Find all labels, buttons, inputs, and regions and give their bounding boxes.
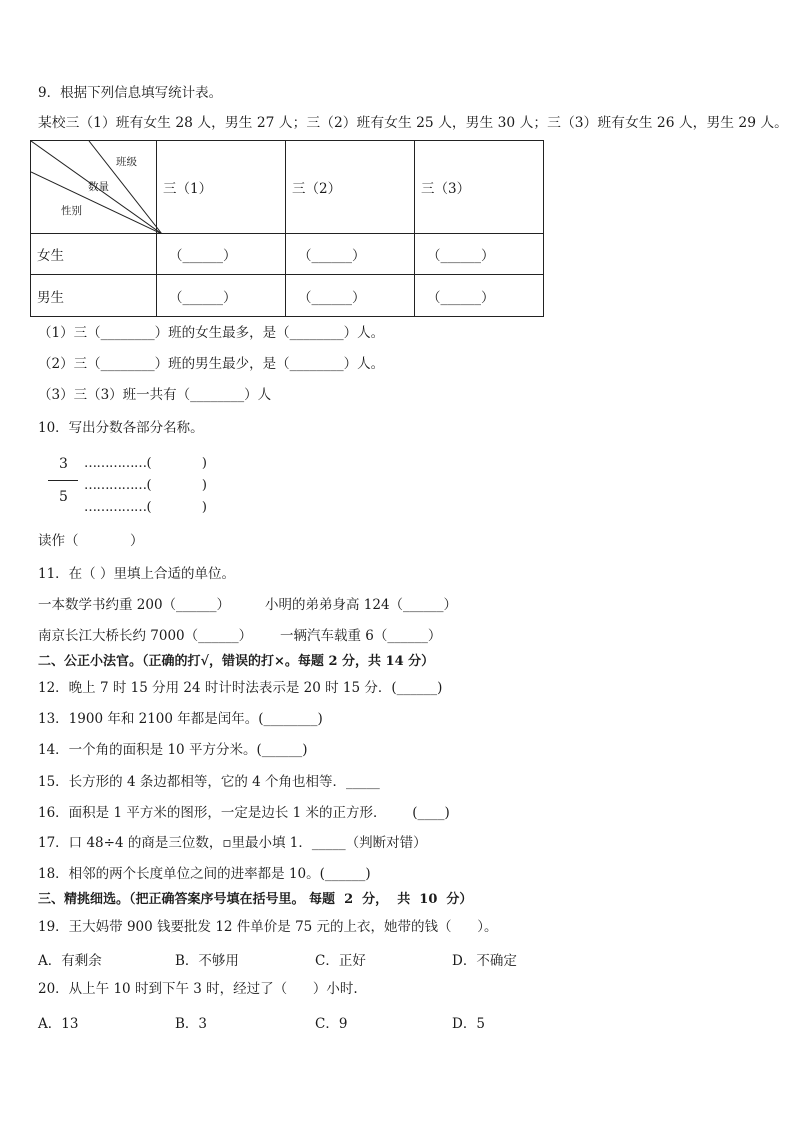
- table-corner-header: [31, 141, 157, 234]
- corner-label-gender: 性别: [61, 205, 82, 217]
- q11-item: 一辆汽车载重 6（______）: [280, 628, 442, 644]
- q11-item: 南京长江大桥长约 7000（______）: [38, 628, 253, 644]
- judge-item: 14．一个角的面积是 10 平方分米。(______): [38, 742, 308, 758]
- q19-option-c[interactable]: C．正好: [315, 953, 366, 969]
- fraction-diagram: [48, 456, 258, 518]
- judge-item: 13．1900 年和 2100 年都是闰年。(________): [38, 711, 323, 727]
- q9-sub-1: （1）三（________）班的女生最多，是（________）人。: [38, 325, 385, 341]
- column-header: 三（1）: [157, 141, 286, 234]
- q20-option-d[interactable]: D．5: [452, 1016, 485, 1032]
- judge-item: 12．晚上 7 时 15 分用 24 时计时法表示是 20 时 15 分．(______): [38, 680, 443, 696]
- q10-read-as: 读作（ ）: [38, 533, 144, 549]
- judge-item: 15．长方形的 4 条边都相等，它的 4 个角也相等．_____: [38, 774, 380, 790]
- q19-option-a[interactable]: A．有剩余: [38, 953, 102, 969]
- q19-title: 19．王大妈带 900 钱要批发 12 件单价是 75 元的上衣，她带的钱（ ）。: [38, 919, 498, 935]
- statistics-table: [30, 140, 544, 317]
- answer-blank[interactable]: （______）: [415, 234, 544, 275]
- q10-title: 10．写出分数各部分名称。: [38, 420, 204, 436]
- row-label: 男生: [31, 275, 157, 317]
- q20-option-b[interactable]: B．3: [175, 1016, 208, 1032]
- row-label: 女生: [31, 234, 157, 275]
- answer-blank[interactable]: （______）: [157, 234, 286, 275]
- section-3-heading: 三、精挑细选。（把正确答案序号填在括号里。 每题 2 分， 共 10 分）: [38, 892, 473, 907]
- corner-label-quantity: 数量: [88, 181, 109, 193]
- q19-option-b[interactable]: B．不够用: [175, 953, 239, 969]
- corner-label-class: 班级: [116, 156, 137, 168]
- q11-item: 一本数学书约重 200（______）: [38, 597, 231, 613]
- column-header: 三（2）: [286, 141, 415, 234]
- judge-item: 17．口 48÷4 的商是三位数，▫里最小填 1．_____（判断对错）: [38, 835, 427, 851]
- answer-blank[interactable]: （______）: [415, 275, 544, 317]
- q20-option-a[interactable]: A．13: [38, 1016, 79, 1032]
- answer-blank[interactable]: （______）: [157, 275, 286, 317]
- q9-description: 某校三（1）班有女生 28 人，男生 27 人；三（2）班有女生 25 人，男生 30 人；三（3）班有女生 26 人，男生 29 人。: [38, 115, 788, 131]
- section-2-heading: 二、公正小法官。（正确的打√，错误的打×。每题 2 分，共 14 分）: [38, 654, 435, 669]
- q11-item: 小明的弟弟身高 124（______）: [265, 597, 458, 613]
- table-row: [31, 275, 544, 317]
- q20-title: 20．从上午 10 时到下午 3 时，经过了（ ）小时.: [38, 981, 358, 997]
- table-row: [31, 234, 544, 275]
- q20-option-c[interactable]: C．9: [315, 1016, 348, 1032]
- column-header: 三（3）: [415, 141, 544, 234]
- q9-title: 9．根据下列信息填写统计表。: [38, 85, 223, 101]
- judge-item: 16．面积是 1 平方米的图形，一定是边长 1 米的正方形． (____): [38, 805, 450, 821]
- fraction-part-blank[interactable]: ……………( ): [84, 478, 207, 493]
- answer-blank[interactable]: （______）: [286, 234, 415, 275]
- q9-sub-3: （3）三（3）班一共有（________）人: [38, 387, 272, 403]
- q19-option-d[interactable]: D．不确定: [452, 953, 517, 969]
- answer-blank[interactable]: （______）: [286, 275, 415, 317]
- fraction-bar: [48, 480, 78, 481]
- fraction-part-blank[interactable]: ……………( ): [84, 500, 207, 515]
- q11-title: 11．在（ ）里填上合适的单位。: [38, 566, 235, 582]
- q9-sub-2: （2）三（________）班的男生最少，是（________）人。: [38, 356, 385, 372]
- judge-item: 18．相邻的两个长度单位之间的进率都是 10。(______): [38, 866, 371, 882]
- fraction-numerator: 3: [59, 456, 68, 472]
- fraction-denominator: 5: [59, 489, 68, 505]
- fraction-part-blank[interactable]: ……………( ): [84, 456, 207, 471]
